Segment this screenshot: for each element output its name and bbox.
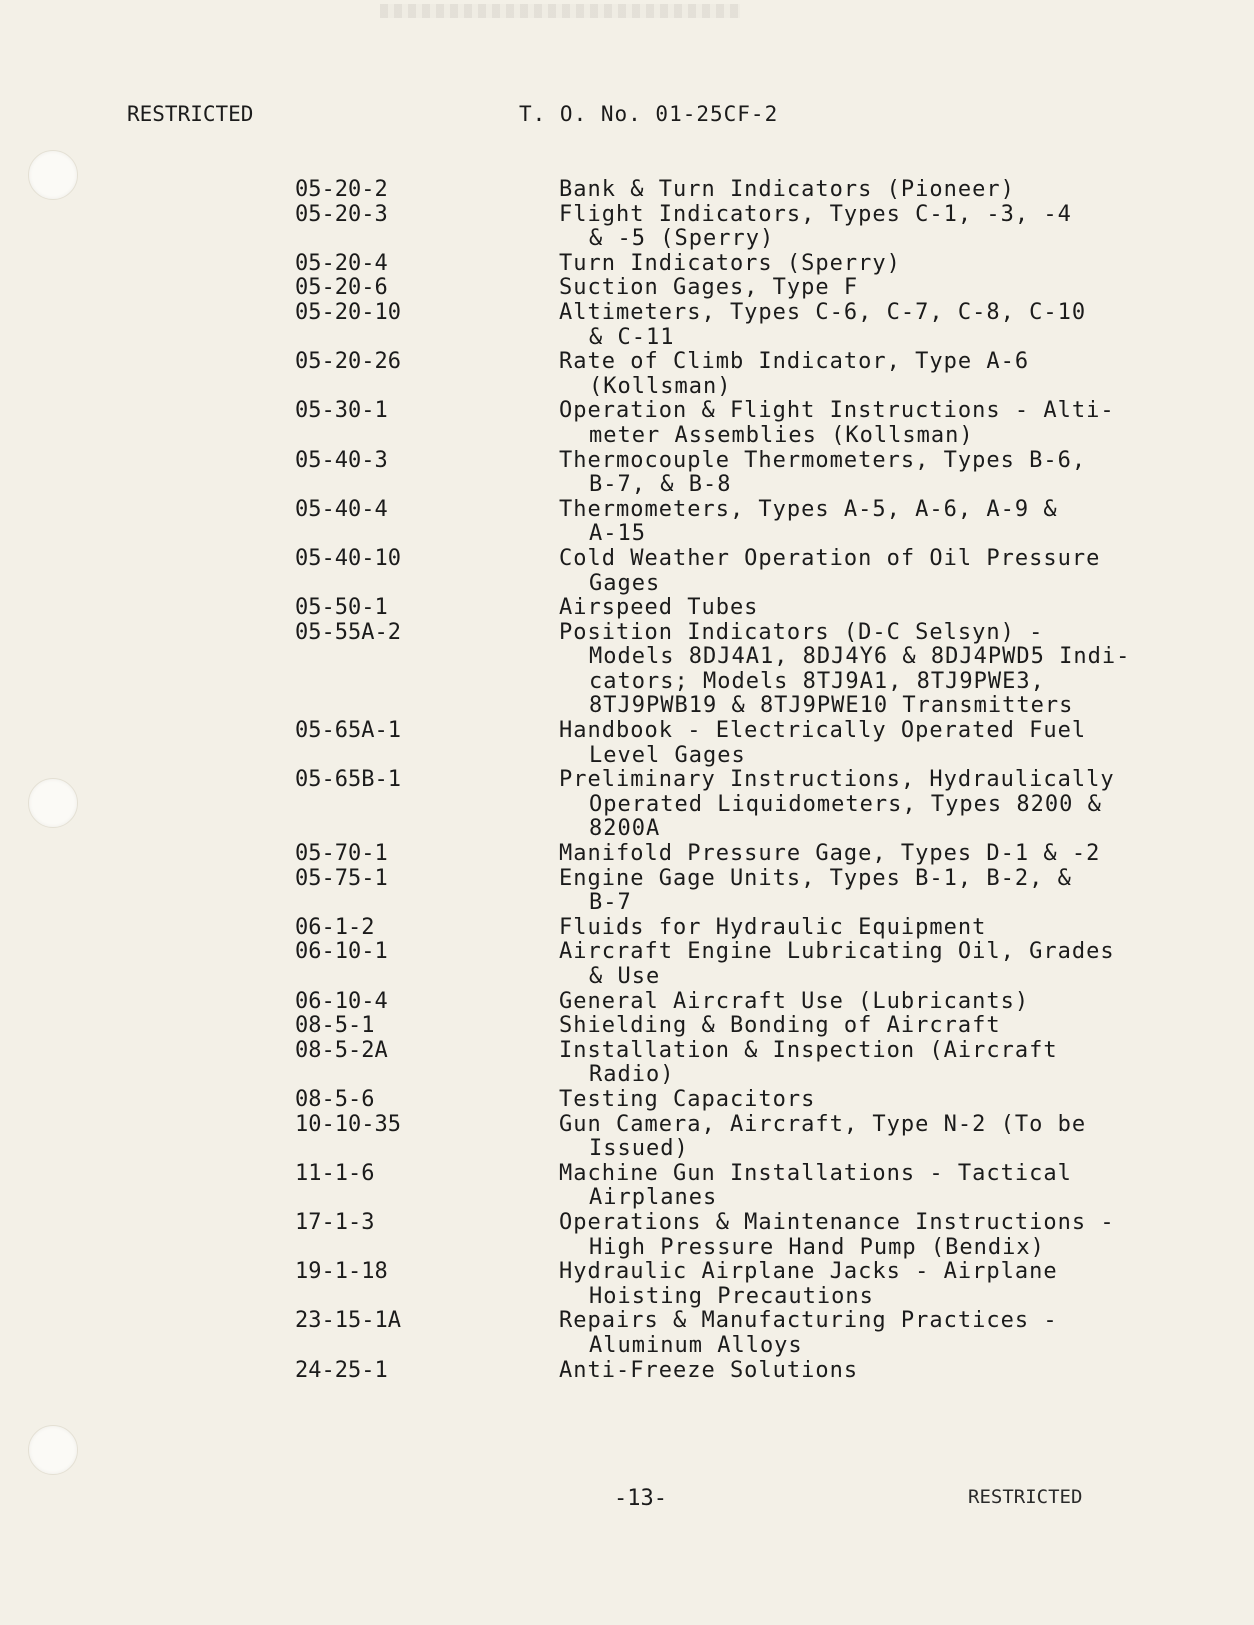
- list-item: [295, 1088, 1175, 1113]
- publication-title: [559, 916, 1159, 941]
- publication-title-line: Engine Gage Units, Types B-1, B-2, &: [559, 865, 1072, 891]
- publication-number: 05-20-4: [295, 250, 388, 276]
- publication-title-line: Operated Liquidometers, Types 8200 &: [589, 791, 1102, 817]
- publication-number: 23-15-1A: [295, 1308, 401, 1334]
- publication-number: 08-5-1: [295, 1013, 375, 1039]
- publication-number: 06-1-2: [295, 914, 375, 940]
- publication-number: 05-20-2: [295, 177, 388, 202]
- publication-number: 05-70-1: [295, 841, 388, 867]
- list-item: [295, 596, 1175, 621]
- header-to-number: T. O. No. 01-25CF-2: [519, 102, 779, 126]
- list-item: [295, 1309, 1175, 1358]
- publication-title-line: Repairs & Manufacturing Practices -: [559, 1308, 1058, 1334]
- publication-title-line: Manifold Pressure Gage, Types D-1 & -2: [559, 841, 1101, 867]
- publication-title-line: Airspeed Tubes: [559, 595, 759, 621]
- publication-list: [295, 178, 1175, 1383]
- publication-title-line: Cold Weather Operation of Oil Pressure: [559, 545, 1101, 571]
- publication-title-line: Hydraulic Airplane Jacks - Airplane: [559, 1259, 1058, 1285]
- publication-title-line: B-7, & B-8: [589, 472, 732, 498]
- publication-number: 05-20-6: [295, 275, 388, 301]
- publication-title-line: 8200A: [589, 816, 661, 842]
- publication-title: [559, 252, 1159, 277]
- publication-number: 17-1-3: [295, 1209, 375, 1235]
- list-item: [295, 916, 1175, 941]
- list-item: [295, 1359, 1175, 1384]
- publication-number: 05-40-10: [295, 545, 401, 571]
- publication-title: [559, 449, 1159, 498]
- publication-title-line: Turn Indicators (Sperry): [559, 250, 901, 276]
- publication-title: [559, 1211, 1159, 1260]
- publication-number: 08-5-2A: [295, 1037, 388, 1063]
- publication-title: [559, 1113, 1159, 1162]
- publication-title: [559, 596, 1159, 621]
- publication-number: 06-10-1: [295, 939, 388, 965]
- list-item: [295, 203, 1175, 252]
- publication-title: [559, 276, 1159, 301]
- publication-title-line: A-15: [589, 521, 646, 547]
- publication-title-line: Installation & Inspection (Aircraft: [559, 1037, 1058, 1063]
- publication-title-line: Operations & Maintenance Instructions -: [559, 1209, 1115, 1235]
- publication-number: 05-65B-1: [295, 767, 401, 793]
- publication-title: [559, 1014, 1159, 1039]
- publication-title-line: Aluminum Alloys: [589, 1332, 803, 1358]
- publication-title: [559, 498, 1159, 547]
- publication-title-line: Radio): [589, 1062, 675, 1088]
- publication-title-line: & Use: [589, 964, 661, 989]
- list-item: [295, 867, 1175, 916]
- publication-title-line: Fluids for Hydraulic Equipment: [559, 914, 987, 940]
- publication-title: [559, 1162, 1159, 1211]
- publication-title-line: Altimeters, Types C-6, C-7, C-8, C-10: [559, 299, 1087, 325]
- list-item: [295, 1162, 1175, 1211]
- publication-title: [559, 1309, 1159, 1358]
- publication-title: [559, 842, 1159, 867]
- publication-number: 05-75-1: [295, 865, 388, 891]
- publication-title-line: & C-11: [589, 324, 675, 350]
- publication-title-line: General Aircraft Use (Lubricants): [559, 988, 1030, 1014]
- list-item: [295, 276, 1175, 301]
- publication-title: [559, 719, 1159, 768]
- publication-title-line: Machine Gun Installations - Tactical: [559, 1160, 1072, 1186]
- publication-number: 05-20-3: [295, 201, 388, 227]
- publication-title: [559, 1039, 1159, 1088]
- publication-number: 05-40-4: [295, 496, 388, 522]
- list-item: [295, 768, 1175, 842]
- publication-title-line: Aircraft Engine Lubricating Oil, Grades: [559, 939, 1115, 965]
- list-item: [295, 1014, 1175, 1039]
- publication-title-line: Anti-Freeze Solutions: [559, 1357, 859, 1383]
- punch-hole-middle: [28, 778, 78, 828]
- publication-title: [559, 203, 1159, 252]
- list-item: [295, 252, 1175, 277]
- publication-title: [559, 547, 1159, 596]
- publication-number: 05-50-1: [295, 595, 388, 621]
- publication-title-line: Flight Indicators, Types C-1, -3, -4: [559, 201, 1072, 227]
- publication-number: 24-25-1: [295, 1357, 388, 1383]
- list-item: [295, 842, 1175, 867]
- publication-title-line: B-7: [589, 890, 632, 916]
- publication-title: [559, 301, 1159, 350]
- publication-title-line: Testing Capacitors: [559, 1086, 816, 1112]
- publication-title-line: Hoisting Precautions: [589, 1283, 874, 1309]
- publication-title-line: Position Indicators (D-C Selsyn) -: [559, 619, 1044, 645]
- publication-title-line: Thermometers, Types A-5, A-6, A-9 &: [559, 496, 1058, 522]
- publication-title: [559, 1088, 1159, 1113]
- publication-title-line: Bank & Turn Indicators (Pioneer): [559, 177, 1015, 202]
- publication-title: [559, 399, 1159, 448]
- list-item: [295, 350, 1175, 399]
- publication-title: [559, 1260, 1159, 1309]
- publication-title-line: & -5 (Sperry): [589, 226, 775, 252]
- publication-title-line: Suction Gages, Type F: [559, 275, 859, 301]
- publication-number: 11-1-6: [295, 1160, 375, 1186]
- list-item: [295, 301, 1175, 350]
- publication-title-line: Gages: [589, 570, 661, 596]
- publication-title: [559, 178, 1159, 203]
- list-item: [295, 940, 1175, 989]
- publication-title-line: meter Assemblies (Kollsman): [589, 422, 974, 448]
- list-item: [295, 498, 1175, 547]
- list-item: [295, 1260, 1175, 1309]
- publication-number: 19-1-18: [295, 1259, 388, 1285]
- list-item: [295, 1211, 1175, 1260]
- list-item: [295, 621, 1175, 719]
- publication-title-line: Issued): [589, 1136, 689, 1162]
- publication-title: [559, 350, 1159, 399]
- page-number: -13-: [614, 1486, 667, 1511]
- list-item: [295, 178, 1175, 203]
- publication-title: [559, 867, 1159, 916]
- publication-title-line: Preliminary Instructions, Hydraulically: [559, 767, 1115, 793]
- publication-title-line: Airplanes: [589, 1185, 718, 1211]
- list-item: [295, 449, 1175, 498]
- publication-title-line: Thermocouple Thermometers, Types B-6,: [559, 447, 1087, 473]
- list-item: [295, 990, 1175, 1015]
- publication-title-line: Operation & Flight Instructions - Alti-: [559, 398, 1115, 424]
- publication-title: [559, 1359, 1159, 1384]
- footer-classification: RESTRICTED: [968, 1486, 1083, 1508]
- publication-title: [559, 621, 1159, 719]
- publication-number: 05-65A-1: [295, 718, 401, 744]
- punch-hole-bottom: [28, 1425, 78, 1475]
- publication-title-line: cators; Models 8TJ9A1, 8TJ9PWE3,: [589, 668, 1045, 694]
- publication-title-line: Level Gages: [589, 742, 746, 768]
- list-item: [295, 547, 1175, 596]
- publication-title-line: 8TJ9PWB19 & 8TJ9PWE10 Transmitters: [589, 693, 1074, 719]
- publication-title: [559, 990, 1159, 1015]
- publication-number: 06-10-4: [295, 988, 388, 1014]
- publication-number: 05-30-1: [295, 398, 388, 424]
- list-item: [295, 1039, 1175, 1088]
- publication-number: 10-10-35: [295, 1111, 401, 1137]
- publication-number: 05-20-10: [295, 299, 401, 325]
- publication-number: 05-40-3: [295, 447, 388, 473]
- publication-number: 05-20-26: [295, 349, 401, 375]
- publication-title-line: (Kollsman): [589, 373, 732, 399]
- list-item: [295, 1113, 1175, 1162]
- list-item: [295, 719, 1175, 768]
- list-item: [295, 399, 1175, 448]
- publication-title: [559, 940, 1159, 989]
- top-smudge: [380, 4, 740, 18]
- punch-hole-top: [28, 150, 78, 200]
- publication-title-line: Handbook - Electrically Operated Fuel: [559, 718, 1087, 744]
- publication-title-line: Rate of Climb Indicator, Type A-6: [559, 349, 1030, 375]
- publication-number: 05-55A-2: [295, 619, 401, 645]
- publication-number: 08-5-6: [295, 1086, 375, 1112]
- publication-title-line: High Pressure Hand Pump (Bendix): [589, 1234, 1045, 1260]
- publication-title-line: Shielding & Bonding of Aircraft: [559, 1013, 1001, 1039]
- header-classification: RESTRICTED: [127, 102, 254, 126]
- publication-title: [559, 768, 1159, 842]
- publication-title-line: Gun Camera, Aircraft, Type N-2 (To be: [559, 1111, 1087, 1137]
- publication-title-line: Models 8DJ4A1, 8DJ4Y6 & 8DJ4PWD5 Indi-: [589, 644, 1131, 670]
